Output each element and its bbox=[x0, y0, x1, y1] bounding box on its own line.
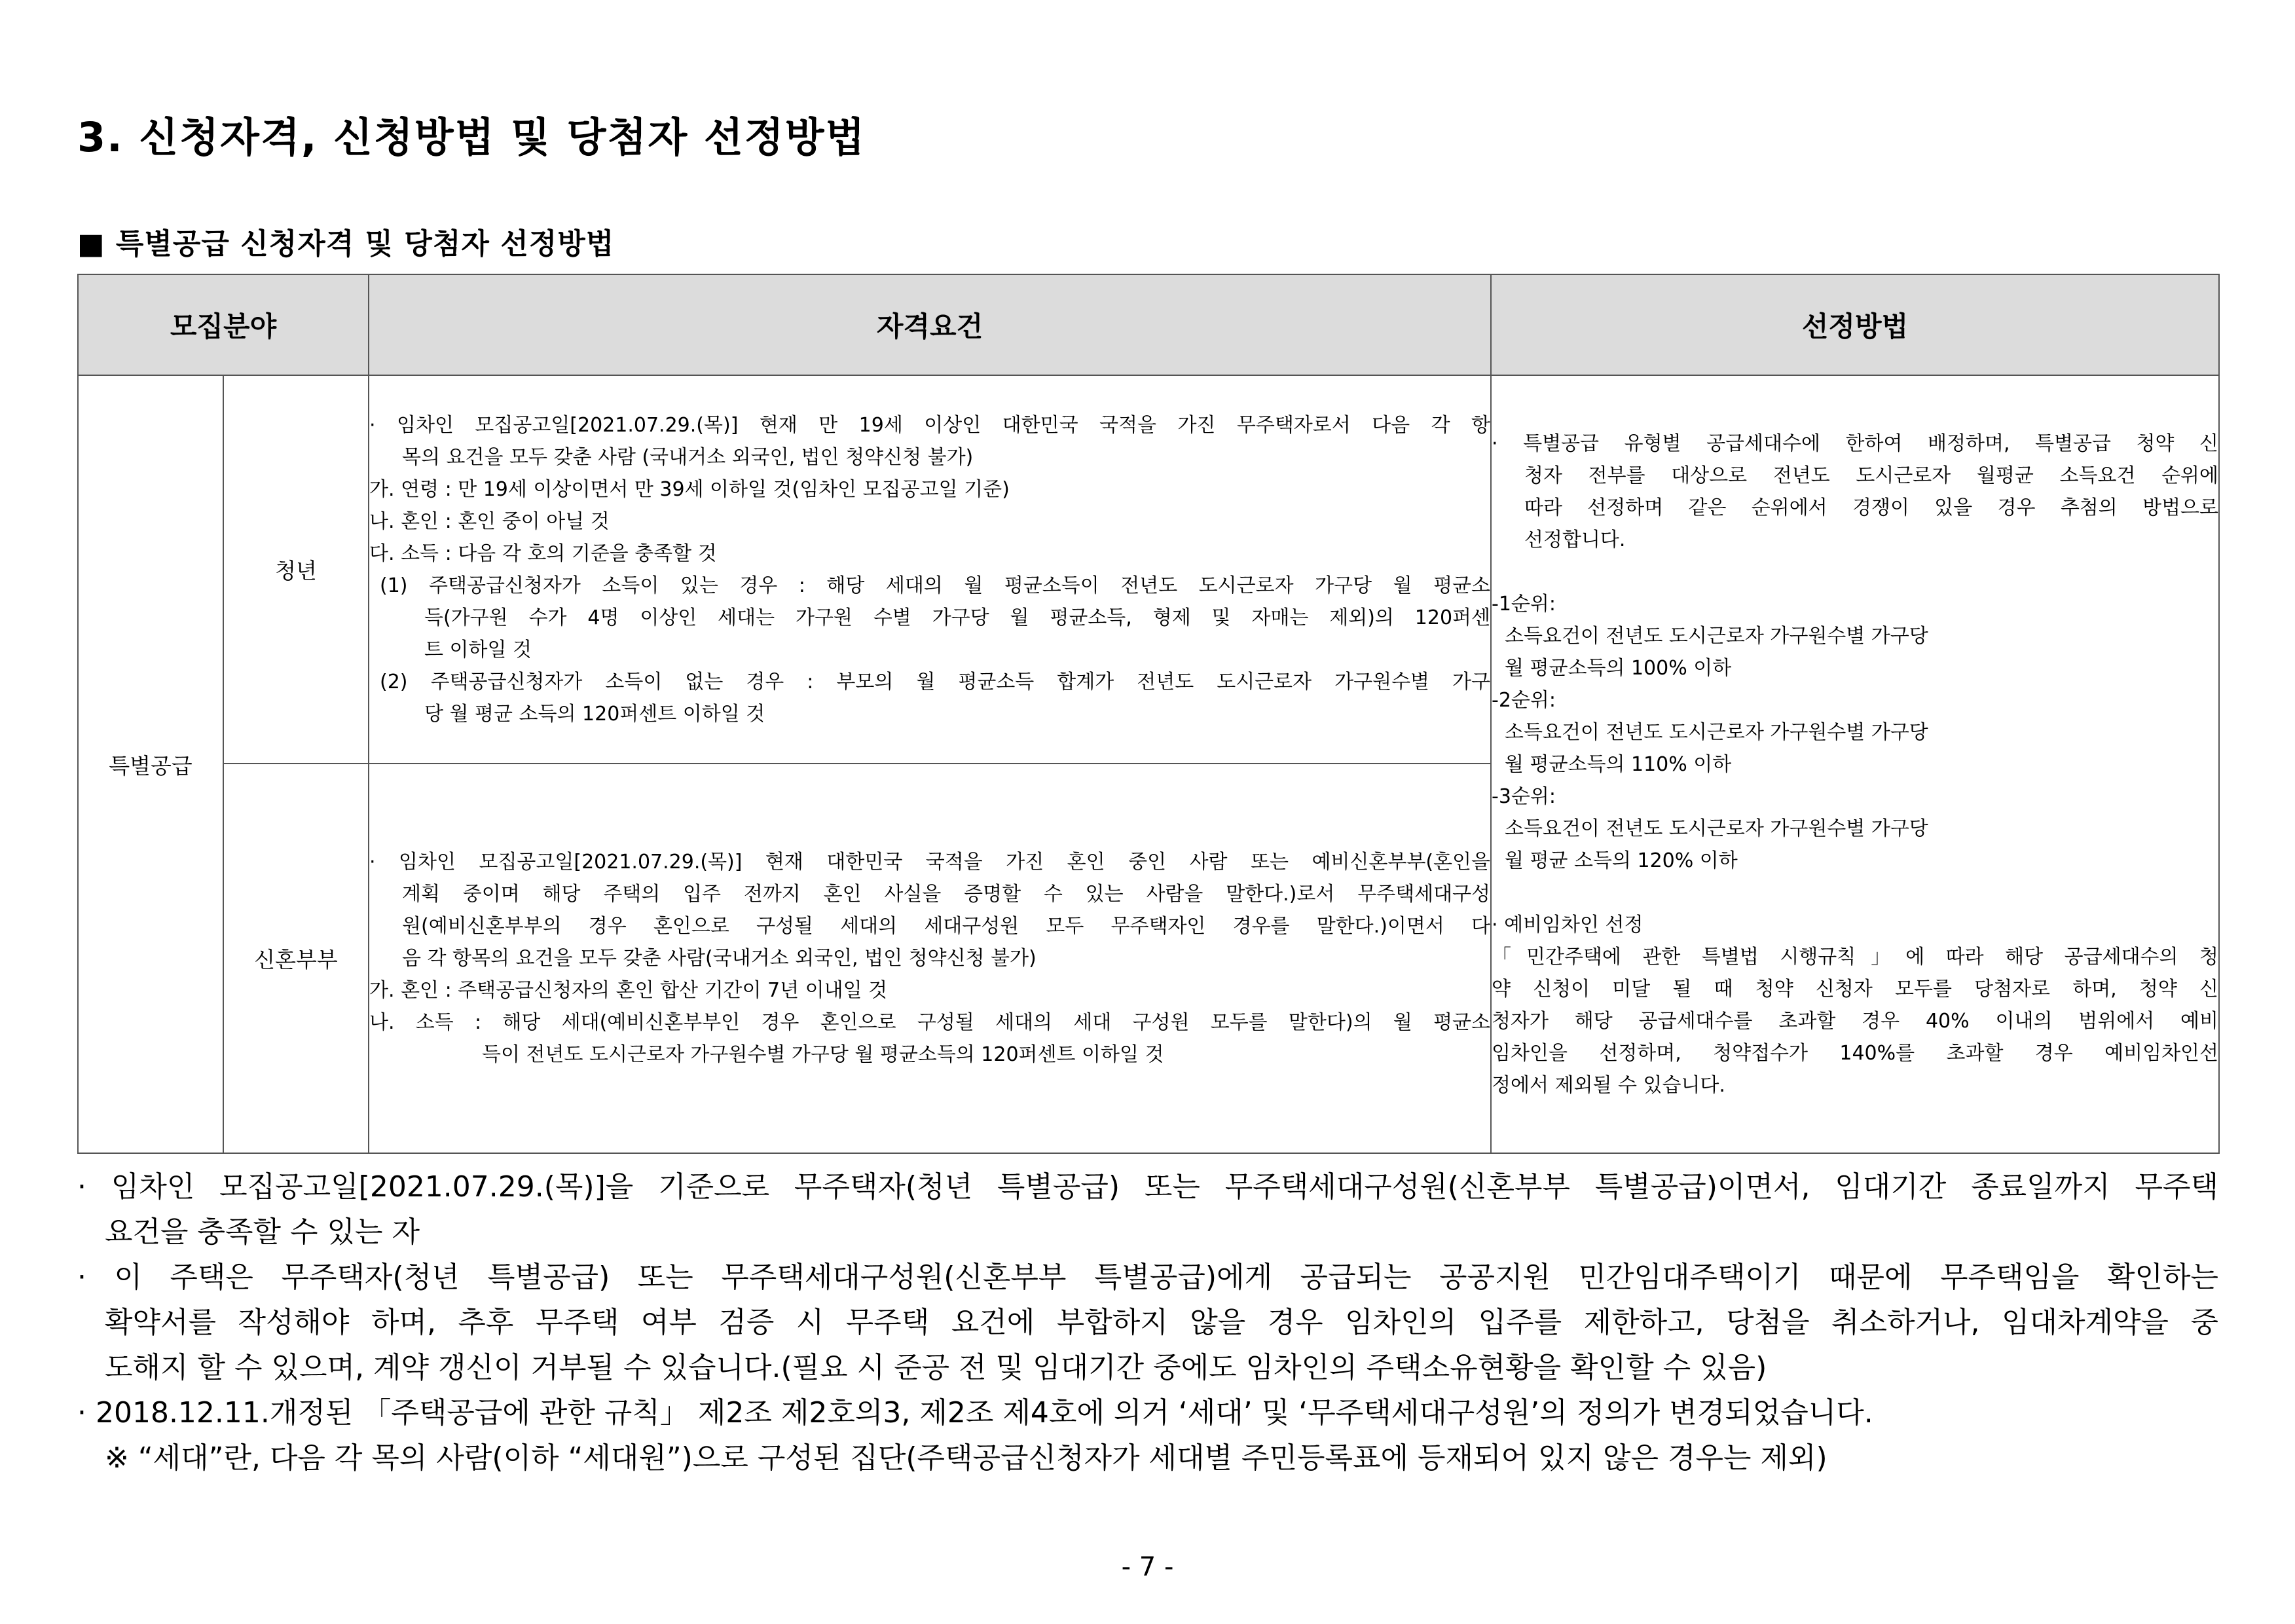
req-line: 득이 전년도 도시근로자 가구원수별 가구당 월 평균소득의 120퍼센트 이하일 것 bbox=[482, 1043, 1164, 1066]
sel-line: -2순위: bbox=[1492, 688, 1556, 712]
req-line: 가. 혼인 : 주택공급신청자의 혼인 합산 기간이 7년 이내일 것 bbox=[369, 979, 888, 1002]
note-line: 확약서를 작성해야 하며, 추후 무주택 여부 검증 시 무주택 요건에 부합하지 않을 경우 임차인의 입주를 제한하고, 당첨을 취소하거나, 임대차계약을 중 bbox=[105, 1306, 2218, 1339]
req-line: · 임차인 모집공고일[2021.07.29.(목)] 현재 만 19세 이상인 대한민국 국적을 가진 무주택자로서 다음 각 항 bbox=[369, 413, 1491, 437]
sel-line: 약 신청이 미달 될 때 청약 신청자 모두를 당첨자로 하며, 청약 신 bbox=[1492, 977, 2219, 1001]
sel-line: -3순위: bbox=[1492, 784, 1556, 808]
req-line: 다. 소득 : 다음 각 호의 기준을 충족할 것 bbox=[369, 542, 717, 565]
sel-line: 정에서 제외될 수 있습니다. bbox=[1492, 1073, 1725, 1097]
sel-line: 선정합니다. bbox=[1524, 528, 1626, 551]
sel-line: 월 평균소득의 100% 이하 bbox=[1505, 656, 1732, 680]
selection-method-cell bbox=[1491, 375, 2219, 1153]
notes-section bbox=[77, 1164, 2218, 1481]
row-label-newlywed: 신혼부부 bbox=[223, 764, 369, 1153]
req-line: 계획 중이며 해당 주택의 입주 전까지 혼인 사실을 증명할 수 있는 사람을 말한다.)로서 무주택세대구성 bbox=[402, 883, 1491, 906]
sel-line: 청자가 해당 공급세대수를 초과할 경우 40% 이내의 범위에서 예비 bbox=[1492, 1009, 2219, 1033]
req-line: 목의 요건을 모두 갖춘 사람 (국내거소 외국인, 법인 청약신청 불가) bbox=[402, 445, 974, 469]
req-line: 가. 연령 : 만 19세 이상이면서 만 39세 이하일 것(임차인 모집공고일 기준) bbox=[369, 477, 1010, 501]
page-number: - 7 - bbox=[1121, 1552, 1174, 1582]
note-line: ※ “세대”란, 다음 각 목의 사람(이하 “세대원”)으로 구성된 집단(주택공급신청자가 세대별 주민등록표에 등재되어 있지 않은 경우는 제외) bbox=[105, 1441, 1827, 1475]
sel-line: 소득요건이 전년도 도시근로자 가구원수별 가구당 bbox=[1505, 817, 1928, 840]
sel-line: 「민간주택에 관한 특별법 시행규칙」에 따라 해당 공급세대수의 청 bbox=[1492, 945, 2219, 969]
note-line: 도해지 할 수 있으며, 계약 갱신이 거부될 수 있습니다.(필요 시 준공 전 및 임대기간 중에도 임차인의 주택소유현황을 확인할 수 있음) bbox=[105, 1351, 1767, 1384]
sel-line: -1순위: bbox=[1492, 592, 1556, 616]
header-qualification: 자격요건 bbox=[369, 274, 1491, 375]
sel-line: · 예비임차인 선정 bbox=[1492, 913, 1643, 936]
table-row bbox=[78, 375, 2219, 764]
sel-line: 따라 선정하며 같은 순위에서 경쟁이 있을 경우 추첨의 방법으로 bbox=[1524, 496, 2219, 519]
req-line: 나. 혼인 : 혼인 중이 아닐 것 bbox=[369, 509, 610, 533]
req-line: 트 이하일 것 bbox=[424, 638, 532, 661]
req-line: 당 월 평균 소득의 120퍼센트 이하일 것 bbox=[424, 702, 765, 726]
req-line: 음 각 항목의 요건을 모두 갖춘 사람(국내거소 외국인, 법인 청약신청 불가) bbox=[402, 947, 1037, 970]
sel-line: 임차인을 선정하며, 청약접수가 140%를 초과할 경우 예비임차인선 bbox=[1492, 1041, 2219, 1065]
note-line: · 2018.12.11.개정된 「주택공급에 관한 규칙」 제2조 제2호의3, 제2조 제4호에 의거 ‘세대’ 및 ‘무주택세대구성원’의 정의가 변경되었습니다. bbox=[77, 1396, 1873, 1430]
req-line: 원(예비신혼부부의 경우 혼인으로 구성될 세대의 세대구성원 모두 무주택자인 경우를 말한다.)이면서 다 bbox=[402, 915, 1491, 938]
sel-line: 소득요건이 전년도 도시근로자 가구원수별 가구당 bbox=[1505, 624, 1928, 648]
youth-requirements bbox=[369, 375, 1491, 764]
eligibility-table bbox=[77, 274, 2220, 1154]
section-subtitle: ■ 특별공급 신청자격 및 당첨자 선정방법 bbox=[77, 227, 615, 261]
sel-line: 월 평균소득의 110% 이하 bbox=[1505, 752, 1732, 776]
note-line: 요건을 충족할 수 있는 자 bbox=[105, 1215, 420, 1249]
header-category: 모집분야 bbox=[78, 274, 369, 375]
page-title: 3. 신청자격, 신청방법 및 당첨자 선정방법 bbox=[77, 113, 866, 161]
req-line: 나. 소득 : 해당 세대(예비신혼부부인 경우 혼인으로 구성될 세대의 세대 구성원 모두를 말한다)의 월 평균소 bbox=[369, 1011, 1491, 1034]
sel-line: · 특별공급 유형별 공급세대수에 한하여 배정하며, 특별공급 청약 신 bbox=[1492, 432, 2219, 455]
req-line: 득(가구원 수가 4명 이상인 세대는 가구원 수별 가구당 월 평균소득, 형제 및 자매는 제외)의 120퍼센 bbox=[424, 606, 1491, 629]
newlywed-requirements bbox=[369, 764, 1491, 1153]
header-selection: 선정방법 bbox=[1491, 274, 2219, 375]
note-line: · 이 주택은 무주택자(청년 특별공급) 또는 무주택세대구성원(신혼부부 특별공급)에게 공급되는 공공지원 민간임대주택이기 때문에 무주택임을 확인하는 bbox=[77, 1261, 2218, 1294]
category-cell: 특별공급 bbox=[78, 375, 223, 1153]
sel-line: 소득요건이 전년도 도시근로자 가구원수별 가구당 bbox=[1505, 720, 1928, 744]
req-line: · 임차인 모집공고일[2021.07.29.(목)] 현재 대한민국 국적을 가진 혼인 중인 사람 또는 예비신혼부부(혼인을 bbox=[369, 851, 1491, 874]
note-line: · 임차인 모집공고일[2021.07.29.(목)]을 기준으로 무주택자(청년 특별공급) 또는 무주택세대구성원(신혼부부 특별공급)이면서, 임대기간 종료일까지 무주택 bbox=[77, 1170, 2218, 1204]
table-header-row bbox=[78, 274, 2219, 375]
req-line: (2) 주택공급신청자가 소득이 없는 경우 : 부모의 월 평균소득 합계가 전년도 도시근로자 가구원수별 가구 bbox=[380, 670, 1491, 693]
sel-line: 월 평균 소득의 120% 이하 bbox=[1505, 849, 1738, 872]
req-line: (1) 주택공급신청자가 소득이 있는 경우 : 해당 세대의 월 평균소득이 전년도 도시근로자 가구당 월 평균소 bbox=[380, 574, 1491, 597]
row-label-youth: 청년 bbox=[223, 375, 369, 764]
sel-line: 청자 전부를 대상으로 전년도 도시근로자 월평균 소득요건 순위에 bbox=[1524, 464, 2219, 487]
